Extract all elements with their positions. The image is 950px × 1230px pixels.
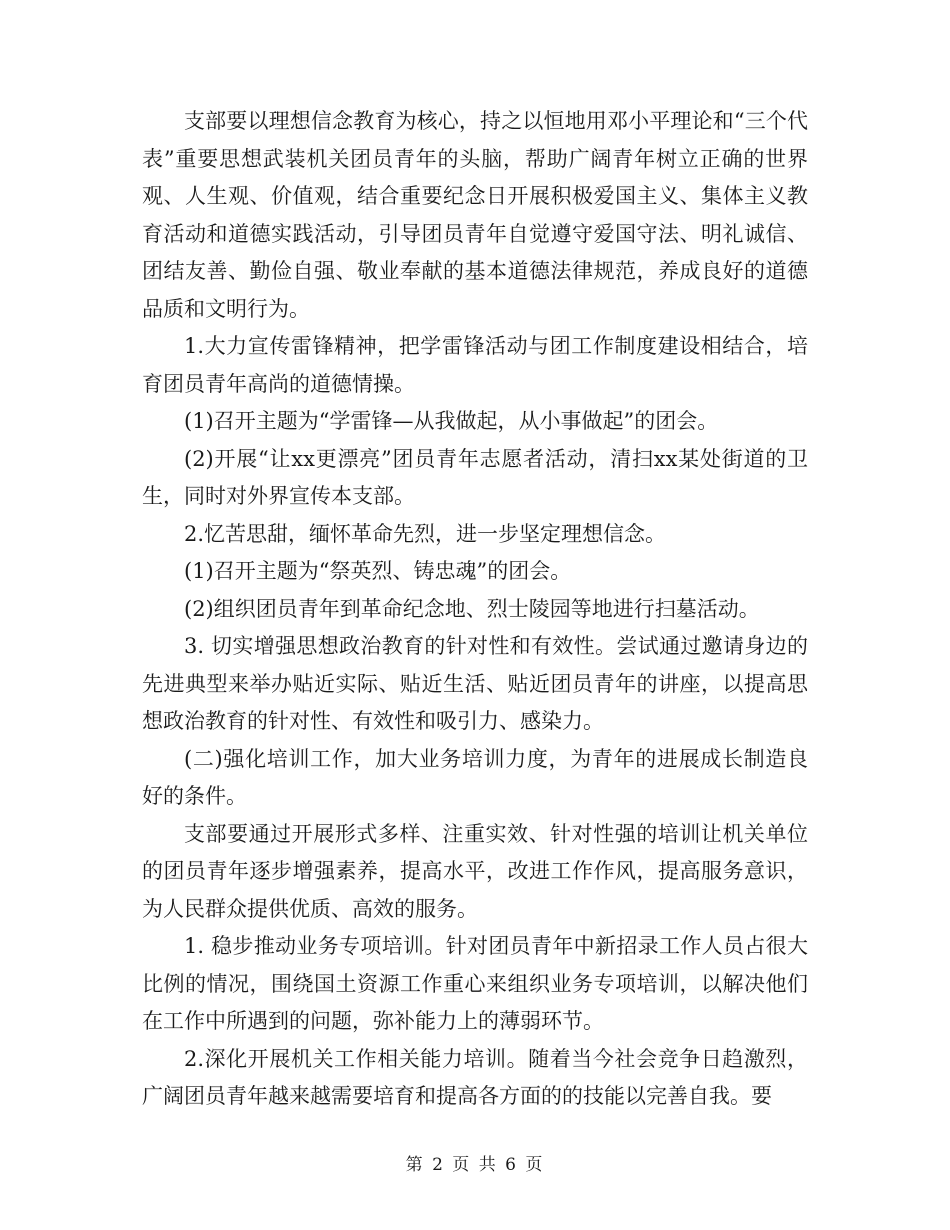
paragraph: 支部要通过开展形式多样、注重实效、针对性强的培训让机关单位的团员青年逐步增强素养，提高水平，改进工作作风，提高服务意识，为人民群众提供优质、高效的服务。 bbox=[142, 821, 808, 921]
page-number-footer: 第 2 页 共 6 页 bbox=[405, 1155, 545, 1175]
paragraph: 1.大力宣传雷锋精神，把学雷锋活动与团工作制度建设相结合，培育团员青年高尚的道德情操。 bbox=[142, 334, 808, 396]
document-body bbox=[142, 103, 808, 1116]
paragraph: 1. 稳步推动业务专项培训。针对团员青年中新招录工作人员占很大比例的情况，围绕国土资源工作重心来组织业务专项培训，以解决他们在工作中所遇到的问题，弥补能力上的薄弱环节。 bbox=[142, 934, 808, 1033]
paragraph: 3. 切实增强思想政治教育的针对性和有效性。尝试通过邀请身边的先进典型来举办贴近实际、贴近生活、贴近团员青年的讲座，以提高思想政治教育的针对性、有效性和吸引力、感染力。 bbox=[142, 634, 808, 733]
paragraph: 2.忆苦思甜，缅怀革命先烈，进一步坚定理想信念。 bbox=[184, 521, 667, 546]
paragraph: (1)召开主题为“祭英烈、铸忠魂”的团会。 bbox=[184, 559, 572, 583]
paragraph: 支部要以理想信念教育为核心，持之以恒地用邓小平理论和“三个代表”重要思想武装机关团员青年的头脑，帮助广阔青年树立正确的世界观、人生观、价值观，结合重要纪念日开展积极爱国主义、集体主义教育活动和道德实践活动，引导团员青年自觉遵守爱国守法、明礼诚信、团结友善、勤俭自强、敬业奉献的基本道德法律规范，养成良好的道德品质和文明行为。 bbox=[142, 109, 808, 321]
paragraph: (1)召开主题为“学雷锋—从我做起，从小事做起”的团会。 bbox=[184, 409, 719, 433]
paragraph: (2)开展“让xx更漂亮”团员青年志愿者活动，清扫xx某处街道的卫生，同时对外界宣传本支部。 bbox=[142, 446, 808, 508]
paragraph: (2)组织团员青年到革命纪念地、烈士陵园等地进行扫墓活动。 bbox=[184, 596, 760, 621]
paragraph: (二)强化培训工作，加大业务培训力度，为青年的进展成长制造良好的条件。 bbox=[142, 746, 808, 808]
paragraph: 2.深化开展机关工作相关能力培训。随着当今社会竞争日趋激烈，广阔团员青年越来越需要培育和提高各方面的的技能以完善自我。要 bbox=[142, 1046, 808, 1108]
